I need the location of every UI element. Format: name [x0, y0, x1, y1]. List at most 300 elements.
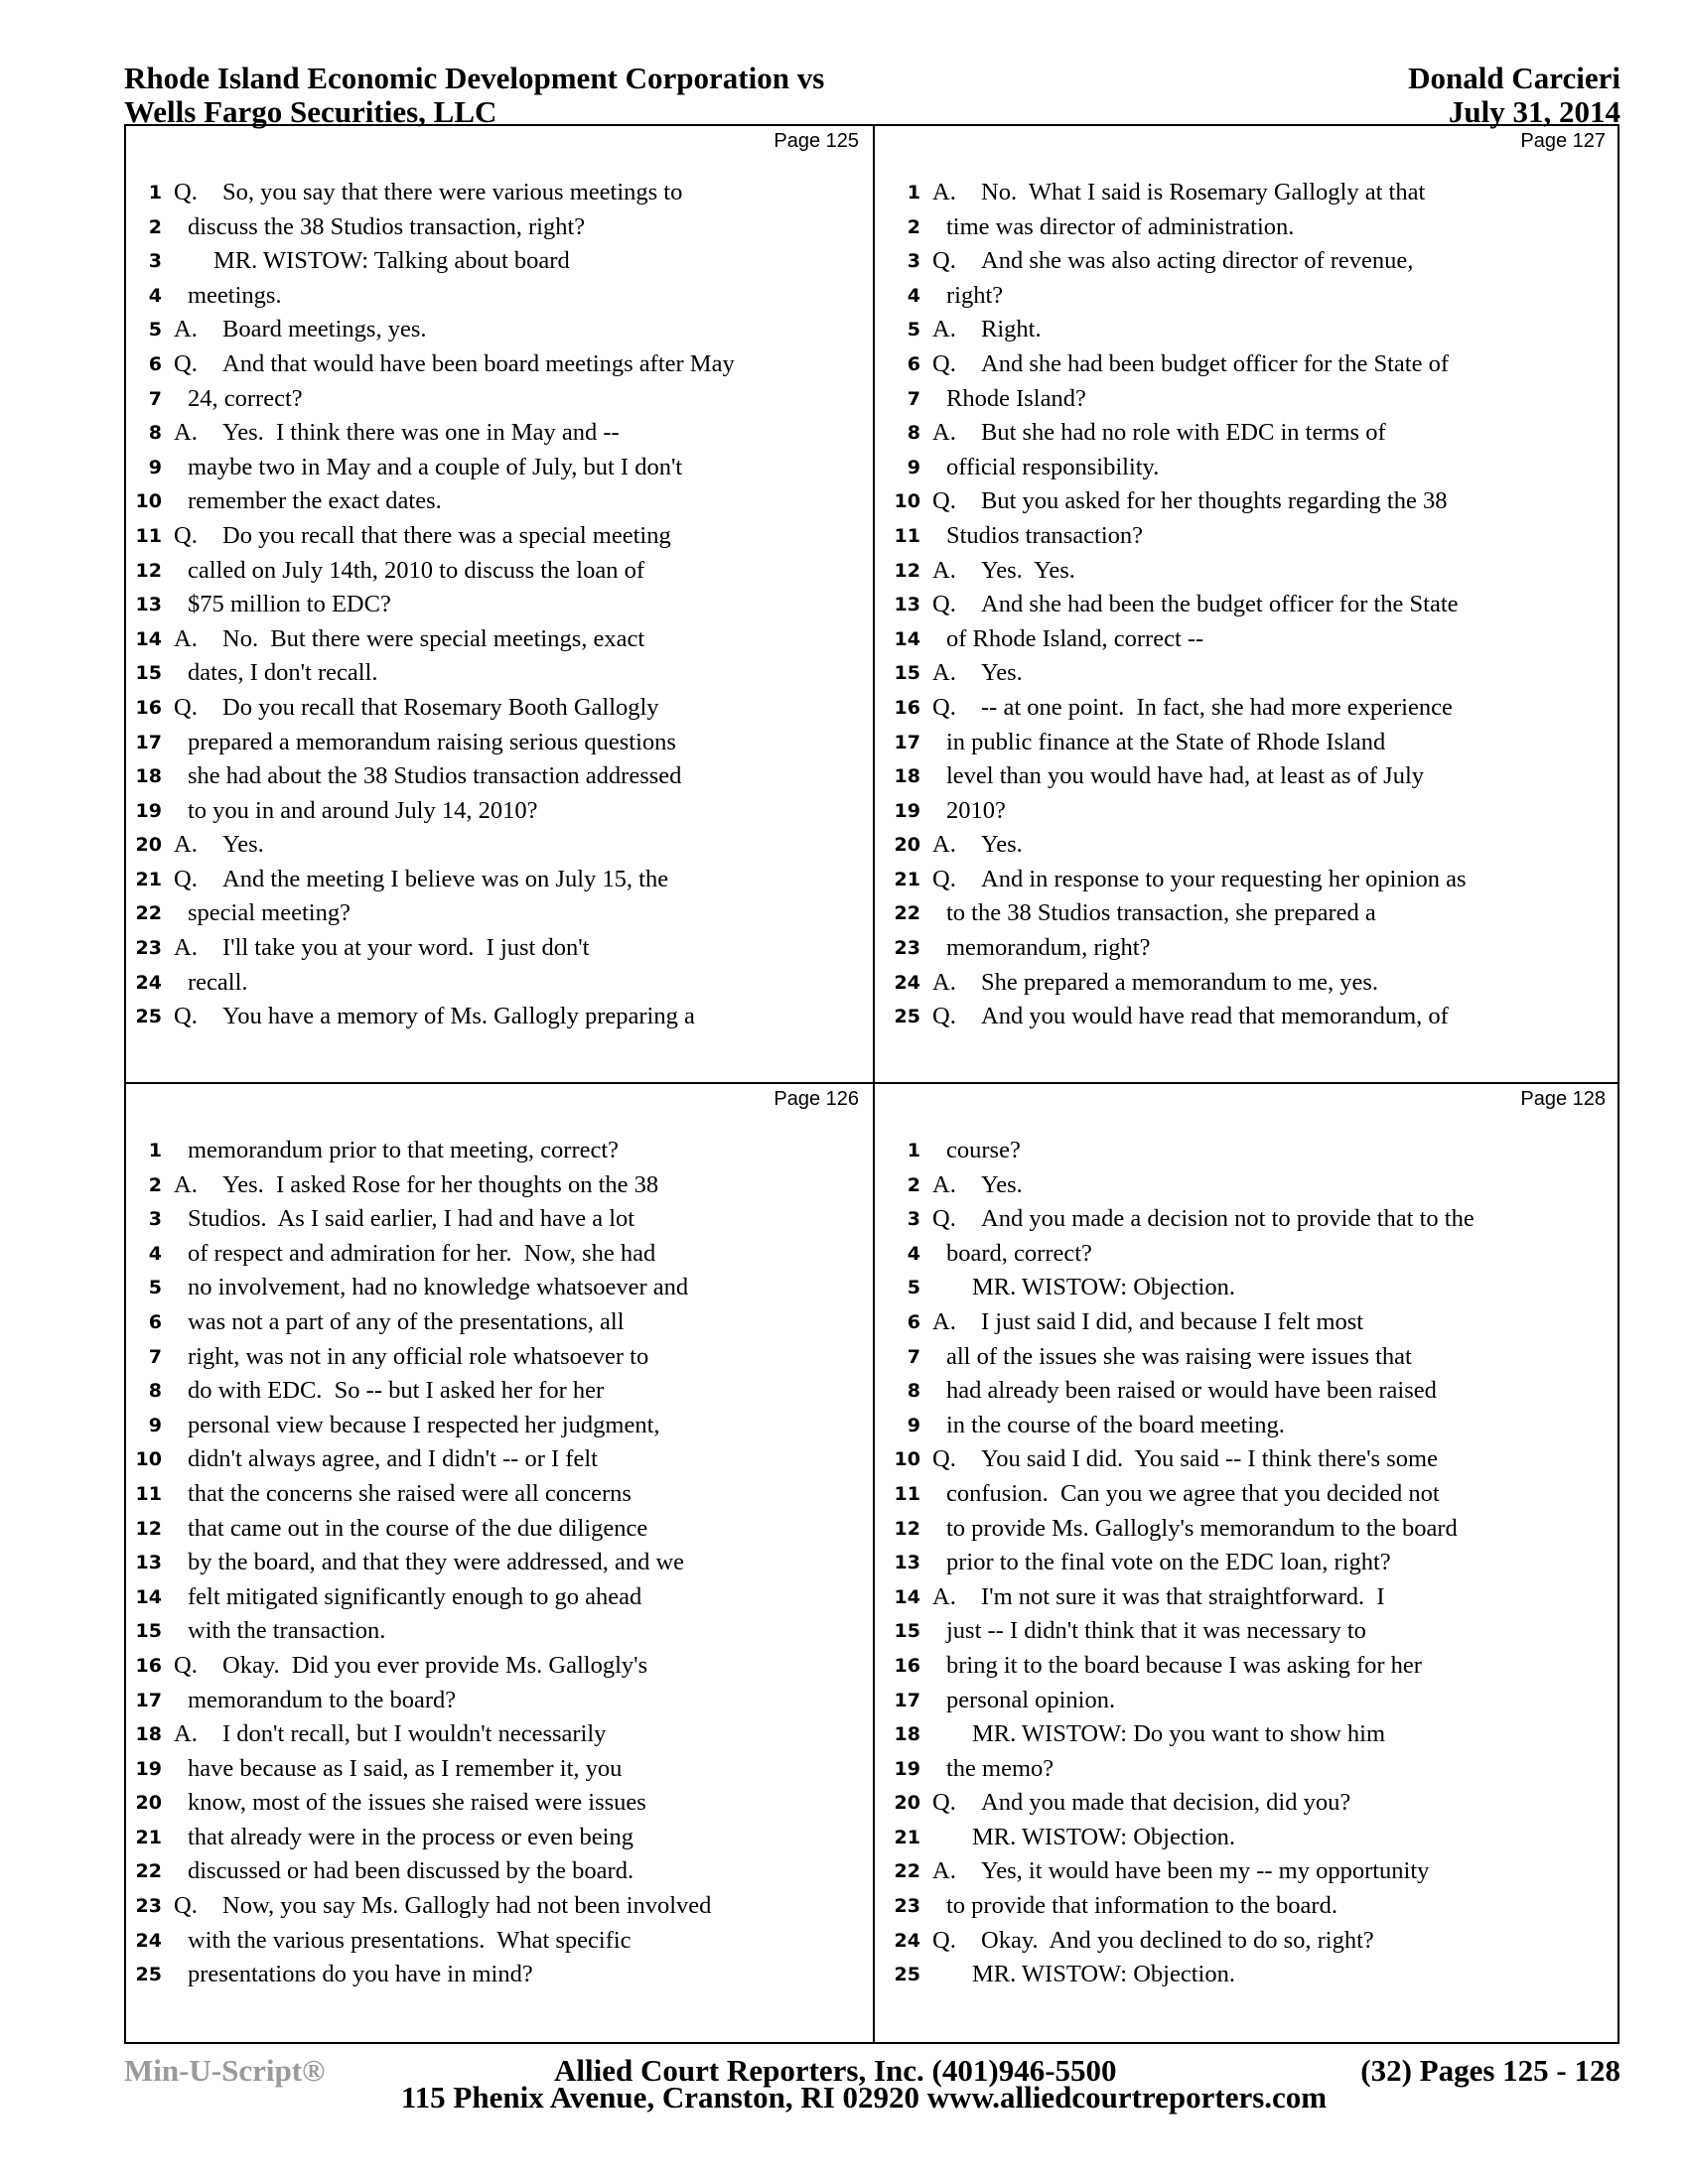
- line-text: And in response to your requesting her opinion as: [981, 865, 1467, 892]
- line-text: prior to the final vote on the EDC loan, right?: [946, 1549, 1391, 1576]
- line-number: 17: [135, 731, 162, 753]
- transcript-line: [126, 484, 873, 519]
- transcript-line: [126, 1546, 873, 1580]
- line-number: 10: [135, 1448, 162, 1471]
- line-number: 21: [135, 1826, 162, 1848]
- transcript-line: [126, 1786, 873, 1821]
- line-text: to the 38 Studios transaction, she prepared a: [946, 899, 1376, 927]
- transcript-line: [885, 966, 1629, 1001]
- line-text: course?: [946, 1137, 1021, 1163]
- line-text: 2010?: [946, 796, 1006, 824]
- line-number: 23: [135, 1895, 162, 1918]
- line-text: discussed or had been discussed by the board.: [188, 1857, 634, 1885]
- line-text: meetings.: [188, 281, 282, 309]
- line-number: 23: [894, 937, 920, 960]
- line-number: 25: [135, 1964, 162, 1986]
- transcript-line: [126, 1271, 873, 1305]
- line-text: bring it to the board because I was asking for her: [946, 1651, 1422, 1679]
- transcript-line: [885, 931, 1629, 966]
- transcript-line: [126, 244, 873, 279]
- line-text: dates, I don't recall.: [188, 659, 378, 687]
- transcript-line: [126, 279, 873, 314]
- transcript-line: [885, 1340, 1629, 1375]
- line-number: 7: [148, 387, 162, 410]
- line-text: You have a memory of Ms. Gallogly preparing a: [222, 1003, 695, 1030]
- transcript-line: [885, 1958, 1629, 1992]
- transcript-line: [126, 931, 873, 966]
- transcript-line: [126, 1889, 873, 1924]
- line-text: No. But there were special meetings, exact: [222, 624, 645, 652]
- line-text: And you would have read that memorandum, of: [981, 1003, 1449, 1030]
- line-number: 20: [894, 1792, 920, 1815]
- transcript-line: [885, 622, 1629, 657]
- question-marker: Q.: [174, 1003, 198, 1030]
- page-label: Page 127: [1520, 130, 1606, 152]
- line-text: She prepared a memorandum to me, yes.: [981, 968, 1379, 996]
- line-number: 21: [894, 868, 920, 890]
- line-number: 4: [907, 1242, 920, 1265]
- transcript-line: [885, 176, 1629, 210]
- line-number: 24: [135, 1929, 162, 1952]
- question-marker: Q.: [174, 865, 198, 892]
- line-number: 7: [148, 1345, 162, 1368]
- line-number: 7: [907, 1345, 920, 1368]
- line-number: 15: [894, 1620, 920, 1643]
- transcript-line: [885, 691, 1629, 726]
- question-marker: Q.: [174, 693, 198, 721]
- transcript-line: [885, 1786, 1629, 1821]
- question-marker: Q.: [932, 1445, 956, 1473]
- page-label: Page 126: [774, 1088, 859, 1110]
- line-number: 19: [894, 1757, 920, 1780]
- line-text: that already were in the process or even being: [188, 1823, 633, 1850]
- line-number: 6: [148, 352, 162, 375]
- line-number: 23: [135, 937, 162, 960]
- speaker-text: MR. WISTOW: Objection.: [972, 1823, 1235, 1850]
- line-number: 10: [894, 490, 920, 513]
- line-number: 8: [148, 422, 162, 445]
- line-number: 8: [907, 422, 920, 445]
- line-number: 20: [135, 1792, 162, 1815]
- transcript-line: [126, 1958, 873, 1992]
- line-number: 19: [135, 1757, 162, 1780]
- line-text: personal view because I respected her judgment,: [188, 1411, 660, 1438]
- line-text: Yes.: [222, 831, 264, 859]
- transcript-line: [885, 382, 1629, 417]
- line-text: You said I did. You said -- I think there's some: [981, 1445, 1438, 1473]
- question-marker: Q.: [174, 1651, 198, 1679]
- line-number: 24: [894, 971, 920, 994]
- line-text: level than you would have had, at least as of July: [946, 762, 1425, 790]
- line-text: I don't recall, but I wouldn't necessarily: [222, 1720, 607, 1748]
- answer-marker: A.: [932, 179, 956, 205]
- deposition-date: July 31, 2014: [1448, 94, 1620, 129]
- answer-marker: A.: [932, 1307, 956, 1335]
- transcript-line: [885, 1546, 1629, 1580]
- question-marker: Q.: [174, 179, 198, 205]
- line-text: But you asked for her thoughts regarding the 38: [981, 487, 1448, 515]
- line-text: have because as I said, as I remember it, you: [188, 1754, 623, 1782]
- transcript-line: [885, 210, 1629, 245]
- line-number: 13: [894, 1552, 920, 1574]
- line-text: And the meeting I believe was on July 15, the: [222, 865, 669, 892]
- transcript-line: [885, 1442, 1629, 1477]
- line-text: just -- I didn't think that it was necessary to: [946, 1617, 1366, 1645]
- line-text: all of the issues she was raising were issues that: [946, 1342, 1412, 1370]
- transcript-line: [885, 1684, 1629, 1718]
- transcript-lines: [885, 1134, 1629, 1992]
- answer-marker: A.: [174, 419, 198, 447]
- question-marker: Q.: [932, 591, 956, 618]
- line-text: she had about the 38 Studios transaction addressed: [188, 762, 682, 790]
- line-number: 7: [907, 387, 920, 410]
- line-number: 5: [907, 1277, 920, 1299]
- line-text: Now, you say Ms. Gallogly had not been involved: [222, 1892, 712, 1920]
- line-number: 22: [135, 1860, 162, 1883]
- line-number: 16: [894, 696, 920, 719]
- transcript-line: [885, 1271, 1629, 1305]
- transcript-page-128: [875, 1084, 1619, 2042]
- line-text: called on July 14th, 2010 to discuss the loan of: [188, 556, 644, 584]
- transcript-page-127: [875, 126, 1619, 1082]
- line-text: personal opinion.: [946, 1686, 1116, 1713]
- line-text: know, most of the issues she raised were issues: [188, 1789, 646, 1817]
- line-number: 16: [135, 696, 162, 719]
- line-number: 8: [907, 1380, 920, 1403]
- line-number: 10: [894, 1448, 920, 1471]
- line-text: in the course of the board meeting.: [946, 1411, 1285, 1438]
- line-number: 22: [135, 902, 162, 925]
- line-number: 24: [135, 971, 162, 994]
- line-text: Board meetings, yes.: [222, 316, 427, 343]
- line-number: 13: [135, 594, 162, 616]
- line-text: Okay. Did you ever provide Ms. Gallogly's: [222, 1651, 648, 1679]
- line-text: Yes. I think there was one in May and --: [222, 419, 620, 447]
- line-number: 13: [135, 1552, 162, 1574]
- line-number: 6: [148, 1310, 162, 1333]
- line-number: 11: [135, 1482, 162, 1505]
- line-number: 15: [894, 662, 920, 685]
- line-number: 17: [135, 1689, 162, 1711]
- transcript-line: [126, 726, 873, 760]
- line-number: 14: [894, 627, 920, 650]
- question-marker: Q.: [932, 1003, 956, 1030]
- line-number: 5: [148, 1277, 162, 1299]
- transcript-line: [126, 1649, 873, 1684]
- transcript-page-125: [126, 126, 873, 1082]
- question-marker: Q.: [174, 1892, 198, 1920]
- transcript-line: [126, 416, 873, 451]
- line-number: 17: [894, 1689, 920, 1711]
- line-number: 16: [135, 1654, 162, 1677]
- transcript-line: [885, 794, 1629, 829]
- line-text: with the various presentations. What specific: [188, 1926, 632, 1954]
- line-number: 5: [907, 319, 920, 341]
- line-text: felt mitigated significantly enough to go ahead: [188, 1582, 642, 1610]
- line-text: of respect and admiration for her. Now, she had: [188, 1239, 656, 1267]
- transcript-line: [126, 691, 873, 726]
- transcript-line: [126, 966, 873, 1001]
- line-number: 20: [894, 834, 920, 857]
- line-text: Do you recall that there was a special meeting: [222, 521, 671, 549]
- footer-company: Allied Court Reporters, Inc. (401)946-5500: [554, 2053, 1117, 2088]
- line-text: discuss the 38 Studios transaction, right?: [188, 212, 586, 240]
- transcript-line: [885, 588, 1629, 622]
- line-number: 10: [135, 490, 162, 513]
- line-text: time was director of administration.: [946, 212, 1295, 240]
- transcript-lines: [885, 176, 1629, 1034]
- answer-marker: A.: [932, 659, 956, 687]
- line-number: 3: [148, 250, 162, 273]
- transcript-line: [885, 726, 1629, 760]
- transcript-line: [126, 1614, 873, 1649]
- line-text: do with EDC. So -- but I asked her for her: [188, 1377, 605, 1405]
- answer-marker: A.: [174, 624, 198, 652]
- line-text: right?: [946, 281, 1004, 309]
- transcript-line: [885, 1374, 1629, 1409]
- line-number: 25: [135, 1006, 162, 1028]
- line-text: that the concerns she raised were all concerns: [188, 1479, 632, 1507]
- line-text: memorandum, right?: [946, 934, 1151, 962]
- line-text: And she had been the budget officer for the State: [981, 591, 1459, 618]
- line-text: right, was not in any official role whatsoever to: [188, 1342, 649, 1370]
- answer-marker: A.: [932, 1170, 956, 1198]
- line-number: 22: [894, 1860, 920, 1883]
- transcript-line: [126, 863, 873, 897]
- line-text: official responsibility.: [946, 453, 1160, 480]
- transcript-line: [885, 1512, 1629, 1547]
- line-number: 17: [894, 731, 920, 753]
- line-text: Yes. I asked Rose for her thoughts on the 38: [222, 1170, 659, 1198]
- transcript-line: [126, 588, 873, 622]
- transcript-line: [885, 1752, 1629, 1787]
- transcript-line: [885, 759, 1629, 794]
- speaker-text: MR. WISTOW: Do you want to show him: [972, 1720, 1386, 1748]
- line-number: 18: [894, 1723, 920, 1746]
- question-marker: Q.: [174, 521, 198, 549]
- line-text: I just said I did, and because I felt most: [981, 1307, 1364, 1335]
- line-number: 9: [148, 1414, 162, 1436]
- line-number: 15: [135, 662, 162, 685]
- line-text: to provide Ms. Gallogly's memorandum to the board: [946, 1514, 1458, 1542]
- line-number: 2: [907, 215, 920, 238]
- transcript-line: [885, 279, 1629, 314]
- transcript-line: [126, 1442, 873, 1477]
- transcript-line: [126, 451, 873, 485]
- line-text: no involvement, had no knowledge whatsoever and: [188, 1274, 689, 1301]
- line-text: to provide that information to the board.: [946, 1892, 1337, 1920]
- transcript-line: [885, 1000, 1629, 1034]
- transcript-line: [885, 1202, 1629, 1237]
- line-text: I'm not sure it was that straightforward. I: [981, 1582, 1385, 1610]
- speaker-text: MR. WISTOW: Objection.: [972, 1961, 1235, 1988]
- transcript-line: [126, 554, 873, 589]
- line-number: 19: [135, 799, 162, 822]
- line-text: maybe two in May and a couple of July, but I don't: [188, 453, 683, 480]
- line-number: 3: [907, 250, 920, 273]
- speaker-text: MR. WISTOW: Objection.: [972, 1274, 1235, 1301]
- transcript-line: [126, 656, 873, 691]
- line-text: And she had been budget officer for the State of: [981, 349, 1450, 377]
- line-text: Do you recall that Rosemary Booth Gallogly: [222, 693, 659, 721]
- line-number: 21: [894, 1826, 920, 1848]
- line-number: 19: [894, 799, 920, 822]
- transcript-line: [885, 1821, 1629, 1855]
- answer-marker: A.: [174, 316, 198, 343]
- transcript-line: [885, 1477, 1629, 1512]
- line-number: 18: [894, 765, 920, 788]
- line-number: 21: [135, 868, 162, 890]
- question-marker: Q.: [932, 349, 956, 377]
- transcript-line: [126, 896, 873, 931]
- line-number: 1: [907, 1140, 920, 1161]
- line-number: 13: [894, 594, 920, 616]
- line-text: And you made that decision, did you?: [981, 1789, 1351, 1817]
- line-number: 1: [148, 182, 162, 204]
- transcript-line: [126, 1409, 873, 1443]
- line-number: 11: [135, 524, 162, 547]
- line-text: $75 million to EDC?: [188, 591, 391, 618]
- witness-name: Donald Carcieri: [1408, 61, 1620, 95]
- transcript-line: [126, 1237, 873, 1272]
- transcript-line: [126, 828, 873, 863]
- line-number: 12: [894, 1517, 920, 1540]
- answer-marker: A.: [174, 831, 198, 859]
- transcript-line: [885, 416, 1629, 451]
- line-text: Yes. Yes.: [981, 556, 1075, 584]
- case-title-line2: Wells Fargo Securities, LLC: [124, 94, 497, 129]
- transcript-line: [126, 313, 873, 347]
- line-text: of Rhode Island, correct --: [946, 624, 1204, 652]
- answer-marker: A.: [932, 968, 956, 996]
- line-text: 24, correct?: [188, 384, 303, 412]
- transcript-line: [126, 1717, 873, 1752]
- line-number: 1: [148, 1140, 162, 1161]
- line-number: 9: [907, 456, 920, 478]
- transcript-line: [885, 1614, 1629, 1649]
- line-text: recall.: [188, 968, 248, 996]
- question-marker: Q.: [932, 693, 956, 721]
- transcript-line: [885, 1889, 1629, 1924]
- speaker-text: MR. WISTOW: Talking about board: [213, 247, 570, 275]
- line-text: memorandum prior to that meeting, correct?: [188, 1137, 620, 1163]
- transcript-line: [885, 1580, 1629, 1615]
- transcript-line: [126, 1821, 873, 1855]
- transcript-line: [885, 484, 1629, 519]
- line-number: 3: [907, 1208, 920, 1231]
- line-text: I'll take you at your word. I just don't: [222, 934, 590, 962]
- line-text: by the board, and that they were addressed, and we: [188, 1549, 685, 1576]
- line-number: 25: [894, 1006, 920, 1028]
- footer-page-range: (32) Pages 125 - 128: [1360, 2053, 1620, 2088]
- line-text: with the transaction.: [188, 1617, 386, 1645]
- line-number: 9: [907, 1414, 920, 1436]
- line-text: that came out in the course of the due diligence: [188, 1514, 648, 1542]
- line-number: 16: [894, 1654, 920, 1677]
- line-text: And she was also acting director of revenue,: [981, 247, 1414, 275]
- transcript-line: [126, 347, 873, 382]
- transcript-line: [126, 759, 873, 794]
- transcript-line: [126, 1854, 873, 1889]
- line-number: 14: [894, 1585, 920, 1608]
- line-text: memorandum to the board?: [188, 1686, 457, 1713]
- line-number: 18: [135, 1723, 162, 1746]
- transcript-line: [885, 656, 1629, 691]
- line-text: had already been raised or would have been raised: [946, 1377, 1437, 1405]
- line-number: 11: [894, 524, 920, 547]
- transcript-line: [885, 244, 1629, 279]
- transcript-lines: [126, 1134, 873, 1992]
- transcript-line: [126, 382, 873, 417]
- line-number: 22: [894, 902, 920, 925]
- transcript-line: [126, 1477, 873, 1512]
- line-text: Yes.: [981, 659, 1023, 687]
- answer-marker: A.: [932, 316, 956, 343]
- line-text: to you in and around July 14, 2010?: [188, 796, 538, 824]
- line-text: didn't always agree, and I didn't -- or I felt: [188, 1445, 598, 1473]
- transcript-line: [126, 794, 873, 829]
- line-text: remember the exact dates.: [188, 487, 442, 515]
- answer-marker: A.: [174, 1720, 198, 1748]
- line-number: 24: [894, 1929, 920, 1952]
- question-marker: Q.: [932, 1926, 956, 1954]
- line-text: Studios transaction?: [946, 521, 1144, 549]
- line-number: 4: [907, 284, 920, 307]
- line-number: 6: [907, 1310, 920, 1333]
- transcript-line: [885, 519, 1629, 554]
- line-number: 2: [148, 1173, 162, 1196]
- line-text: Okay. And you declined to do so, right?: [981, 1926, 1374, 1954]
- line-number: 8: [148, 1380, 162, 1403]
- line-number: 4: [148, 284, 162, 307]
- answer-marker: A.: [932, 1857, 956, 1885]
- line-number: 12: [894, 559, 920, 582]
- line-number: 23: [894, 1895, 920, 1918]
- question-marker: Q.: [932, 487, 956, 515]
- line-number: 4: [148, 1242, 162, 1265]
- question-marker: Q.: [932, 865, 956, 892]
- transcript-page-126: [126, 1084, 873, 2042]
- transcript-line: [126, 1512, 873, 1547]
- line-text: board, correct?: [946, 1239, 1092, 1267]
- transcript-line: [885, 1924, 1629, 1959]
- line-number: 1: [907, 182, 920, 204]
- transcript-line: [885, 828, 1629, 863]
- line-text: the memo?: [946, 1754, 1055, 1782]
- line-text: prepared a memorandum raising serious questions: [188, 728, 676, 755]
- transcript-line: [885, 1649, 1629, 1684]
- question-marker: Q.: [932, 1789, 956, 1817]
- line-text: Studios. As I said earlier, I had and have a lot: [188, 1205, 635, 1233]
- transcript-line: [885, 1237, 1629, 1272]
- transcript-line: [885, 1134, 1629, 1168]
- transcript-line: [126, 519, 873, 554]
- transcript-line: [885, 313, 1629, 347]
- line-number: 9: [148, 456, 162, 478]
- line-number: 12: [135, 559, 162, 582]
- answer-marker: A.: [932, 831, 956, 859]
- transcript-line: [885, 1168, 1629, 1203]
- line-number: 11: [894, 1482, 920, 1505]
- line-number: 3: [148, 1208, 162, 1231]
- line-text: And that would have been board meetings after May: [222, 349, 735, 377]
- line-number: 14: [135, 627, 162, 650]
- footer-address: 115 Phenix Avenue, Cranston, RI 02920 www.alliedcourtreporters.com: [400, 2080, 1328, 2115]
- answer-marker: A.: [174, 1170, 198, 1198]
- question-marker: Q.: [932, 247, 956, 275]
- transcript-line: [126, 1752, 873, 1787]
- line-text: -- at one point. In fact, she had more experience: [981, 693, 1453, 721]
